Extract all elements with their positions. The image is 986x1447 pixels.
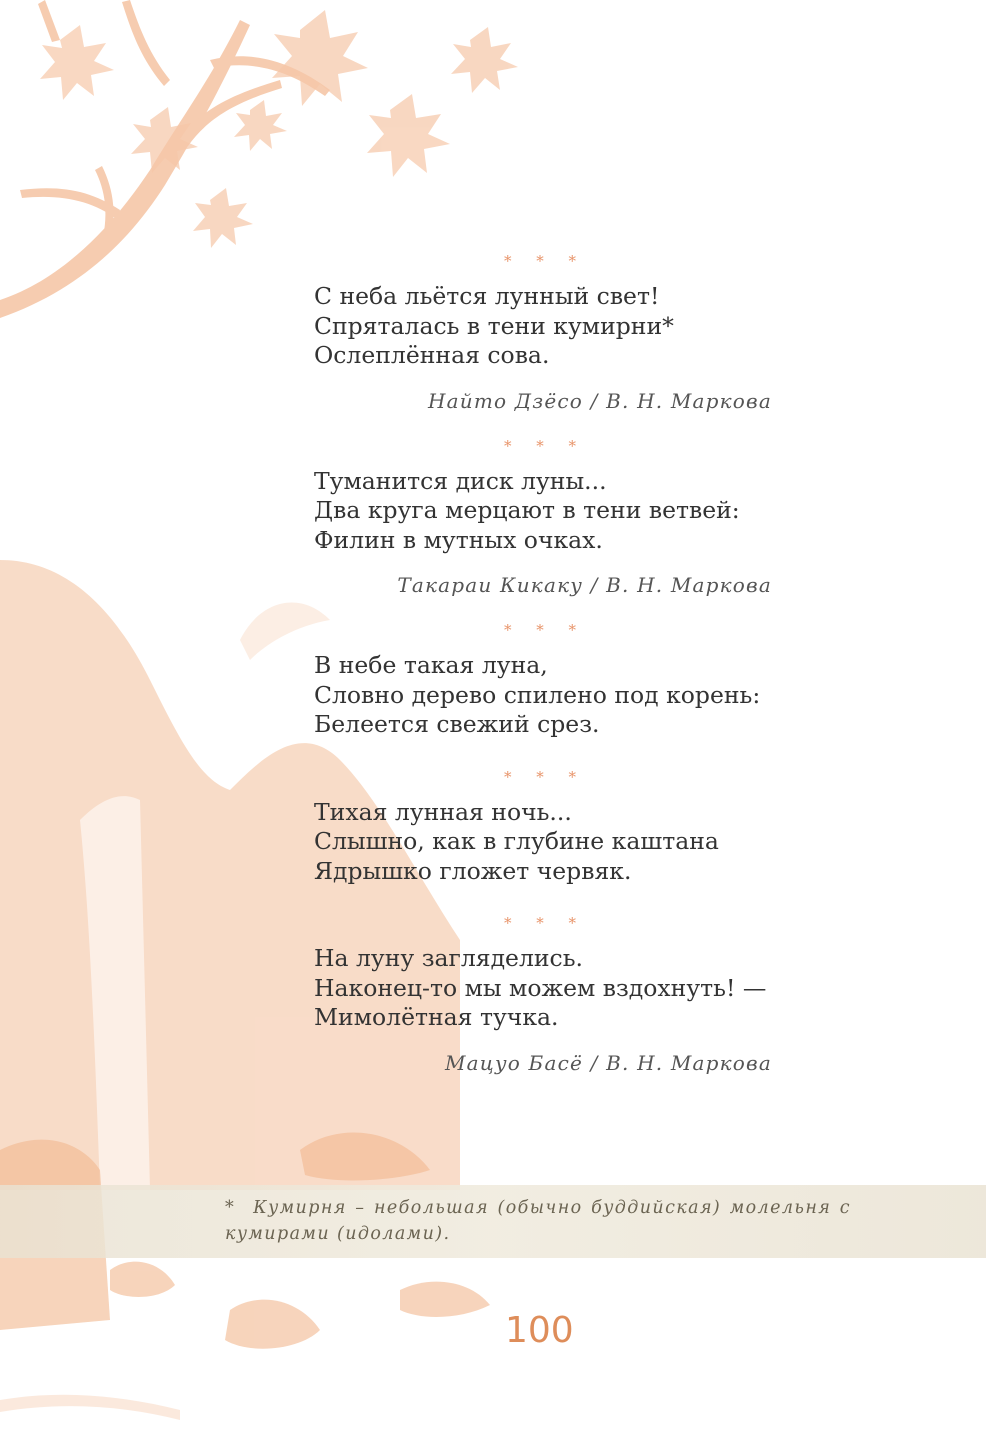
- poem: [314, 435, 774, 600]
- separator-stars: * * *: [503, 767, 587, 786]
- separator-stars: * * *: [503, 436, 587, 455]
- poem-line: Филин в мутных очках.: [314, 525, 603, 554]
- poem-author: Найто Дзёсо / В. Н. Маркова: [427, 388, 772, 413]
- poem-line: Спряталась в тени кумирни*: [314, 311, 674, 340]
- poem-line: Белеется свежий срез.: [314, 710, 600, 738]
- footnote-text: Кумирня – небольшая (обычно буддийская) молельня с кумирами (идолами).: [225, 1198, 851, 1244]
- footnote: [225, 1195, 851, 1247]
- poem: [314, 766, 774, 887]
- poems-column: [314, 250, 774, 1077]
- poem-line: Слышно, как в глубине каштана: [314, 827, 719, 855]
- poem-line: Ослеплённая сова.: [314, 341, 550, 369]
- poem-line: Мимолётная тучка.: [314, 1003, 559, 1031]
- poem-line: Тихая лунная ночь...: [314, 797, 572, 826]
- poem-line: Наконец-то мы можем вздохнуть! —: [314, 973, 767, 1002]
- separator-stars: * * *: [503, 252, 587, 270]
- poem-line: На луну загляделись.: [314, 944, 583, 972]
- poem: [314, 619, 774, 740]
- poem-line: С неба льётся лунный свет!: [314, 282, 660, 310]
- page-number: 100: [505, 1310, 574, 1351]
- poem: [314, 250, 774, 415]
- poem-author: Такараи Кикаку / В. Н. Маркова: [397, 573, 772, 597]
- poem-author: Мацуо Басё / В. Н. Маркова: [445, 1050, 772, 1075]
- separator-stars: * * *: [503, 914, 587, 932]
- poem-line: В небе такая луна,: [314, 651, 548, 679]
- poem-line: Два круга мерцают в тени ветвей:: [314, 496, 740, 524]
- poem-line: Ядрышко гложет червяк.: [314, 856, 632, 885]
- separator-stars: * * *: [503, 621, 587, 639]
- poem-line: Туманится диск луны...: [314, 466, 607, 495]
- footnote-mark: *: [225, 1198, 236, 1218]
- poem-line: Словно дерево спилено под корень:: [314, 680, 761, 709]
- poem: [314, 912, 774, 1077]
